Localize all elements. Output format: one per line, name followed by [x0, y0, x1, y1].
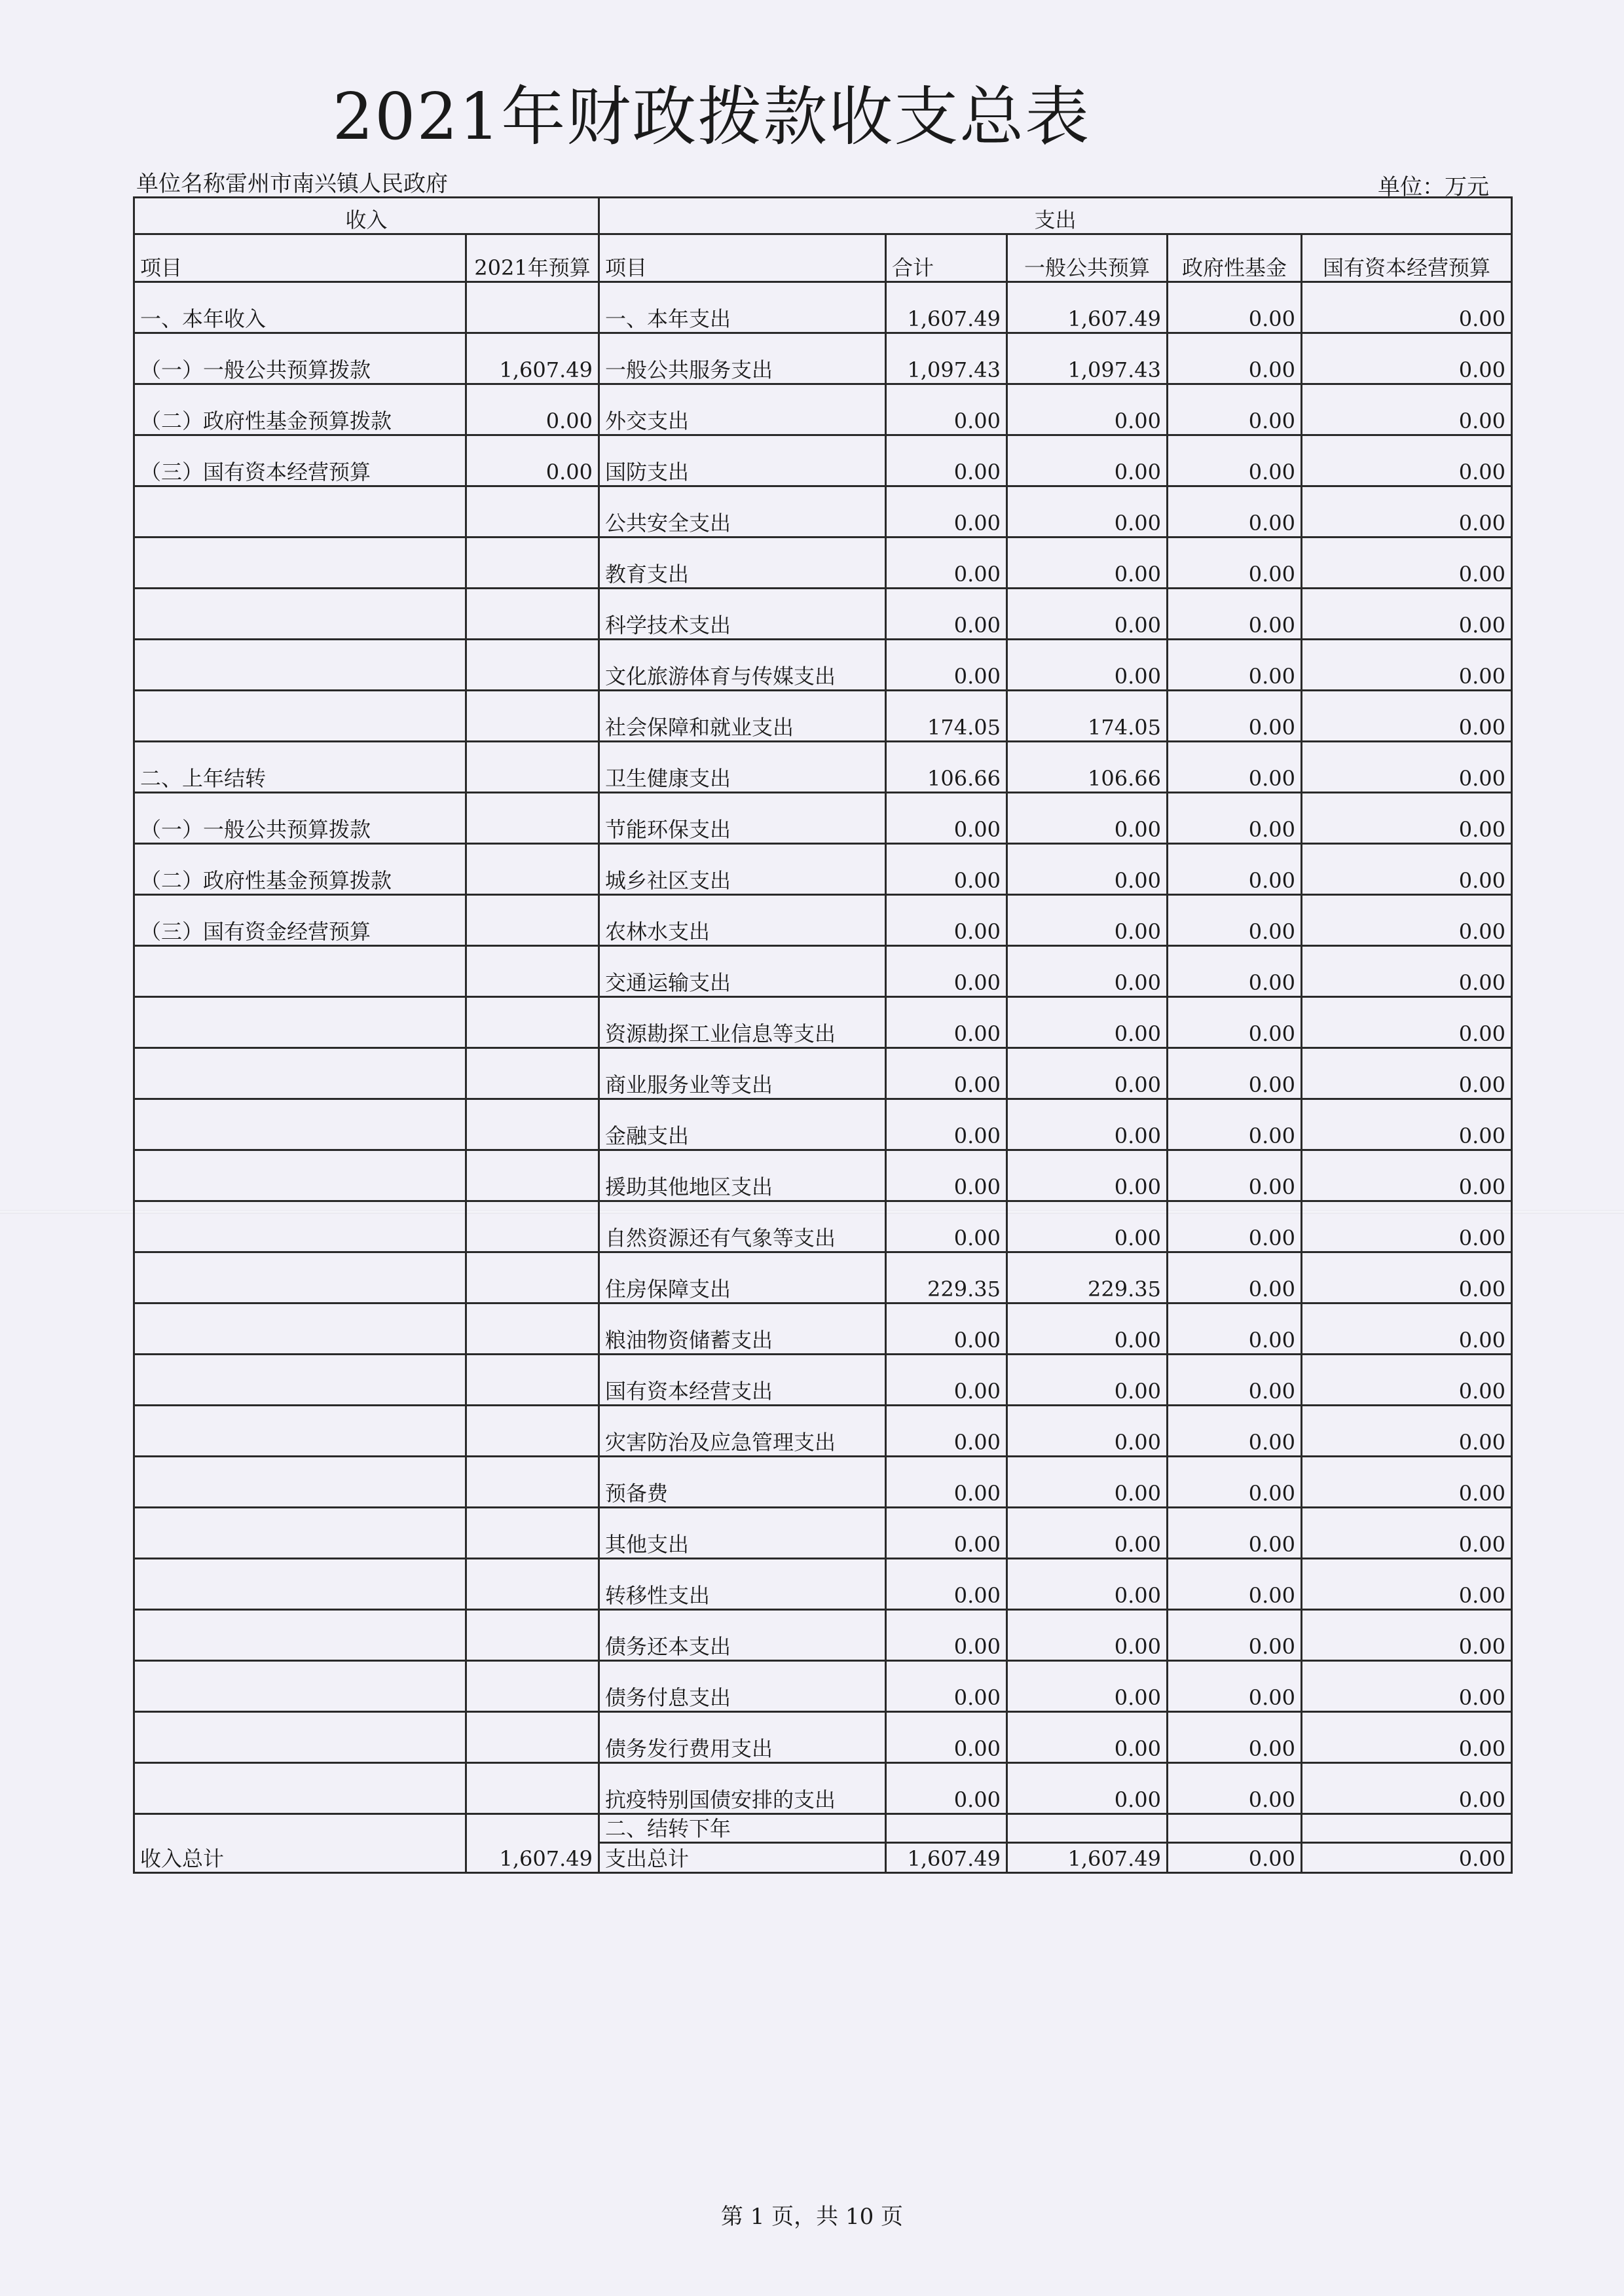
expense-state-cell: 0.00: [1302, 1661, 1512, 1712]
expense-item-cell: 农林水支出: [599, 895, 886, 946]
income-budget-cell: [466, 1099, 599, 1150]
expense-total-cell: 0.00: [886, 589, 1007, 640]
income-item-cell: [134, 1508, 466, 1559]
expense-fund-cell: 0.00: [1168, 997, 1302, 1048]
expense-total-cell: 0.00: [886, 1559, 1007, 1610]
carry-forward-state-cell: [1302, 1814, 1512, 1843]
col-header-expense-item: 项目: [599, 234, 886, 282]
col-header-general: 一般公共预算: [1007, 234, 1168, 282]
income-item-cell: [134, 640, 466, 691]
expense-general-cell: 0.00: [1007, 1201, 1168, 1252]
expense-total-cell: 229.35: [886, 1252, 1007, 1303]
expense-fund-cell: 0.00: [1168, 333, 1302, 384]
expense-fund-cell: 0.00: [1168, 895, 1302, 946]
expense-state-total: 0.00: [1302, 1843, 1512, 1873]
expense-state-cell: 0.00: [1302, 1457, 1512, 1508]
table-row: [134, 742, 1512, 793]
col-header-state: 国有资本经营预算: [1302, 234, 1512, 282]
expense-fund-cell: 0.00: [1168, 1048, 1302, 1099]
table-row: [134, 384, 1512, 435]
income-budget-cell: [466, 589, 599, 640]
table-row: [134, 282, 1512, 333]
carry-forward-total-cell: [886, 1814, 1007, 1843]
table-row: [134, 1559, 1512, 1610]
expense-fund-cell: 0.00: [1168, 435, 1302, 486]
expense-total-cell: 0.00: [886, 1303, 1007, 1355]
carry-forward-income-budget-cell: [466, 1814, 599, 1843]
table-row: [134, 640, 1512, 691]
expense-item-cell: 一般公共服务支出: [599, 333, 886, 384]
income-budget-cell: [466, 691, 599, 742]
income-item-cell: [134, 1048, 466, 1099]
expense-fund-cell: 0.00: [1168, 1457, 1302, 1508]
expense-state-cell: 0.00: [1302, 282, 1512, 333]
income-budget-cell: [466, 1610, 599, 1661]
expense-general-cell: 0.00: [1007, 1610, 1168, 1661]
expense-fund-cell: 0.00: [1168, 691, 1302, 742]
expense-general-cell: 0.00: [1007, 1150, 1168, 1201]
income-budget-cell: 1,607.49: [466, 333, 599, 384]
table-row: [134, 1712, 1512, 1763]
expense-total-cell: 0.00: [886, 1355, 1007, 1406]
expense-fund-cell: 0.00: [1168, 589, 1302, 640]
expense-general-cell: 0.00: [1007, 1457, 1168, 1508]
table-row: [134, 895, 1512, 946]
expense-state-cell: 0.00: [1302, 1048, 1512, 1099]
income-budget-cell: [466, 1457, 599, 1508]
expense-general-cell: 0.00: [1007, 486, 1168, 538]
expense-total-cell: 0.00: [886, 946, 1007, 997]
unit-label: 单位：万元: [1378, 174, 1489, 200]
expense-total-cell: 0.00: [886, 1457, 1007, 1508]
expense-state-cell: 0.00: [1302, 1763, 1512, 1814]
expense-item-cell: 科学技术支出: [599, 589, 886, 640]
income-item-cell: [134, 1559, 466, 1610]
expense-state-cell: 0.00: [1302, 1610, 1512, 1661]
expense-item-cell: 债务发行费用支出: [599, 1712, 886, 1763]
table-row: [134, 1457, 1512, 1508]
table-row: [134, 1099, 1512, 1150]
expense-general-cell: 0.00: [1007, 1355, 1168, 1406]
income-budget-cell: [466, 282, 599, 333]
unit-name: 单位名称雷州市南兴镇人民政府: [136, 171, 448, 197]
table-row: [134, 1661, 1512, 1712]
table-row: [134, 1508, 1512, 1559]
expense-fund-cell: 0.00: [1168, 486, 1302, 538]
budget-table: [133, 196, 1513, 1874]
expense-state-cell: 0.00: [1302, 1712, 1512, 1763]
expense-general-cell: 0.00: [1007, 435, 1168, 486]
expense-section-header: 支出: [599, 198, 1512, 234]
expense-fund-cell: 0.00: [1168, 844, 1302, 895]
expense-general-cell: 0.00: [1007, 589, 1168, 640]
carry-forward-general-cell: [1007, 1814, 1168, 1843]
income-budget-cell: [466, 844, 599, 895]
expense-total-cell: 0.00: [886, 435, 1007, 486]
expense-grand-total: 1,607.49: [886, 1843, 1007, 1873]
page-title: 2021年财政拨款收支总表: [332, 80, 1091, 155]
expense-state-cell: 0.00: [1302, 691, 1512, 742]
expense-state-cell: 0.00: [1302, 793, 1512, 844]
expense-item-cell: 资源勘探工业信息等支出: [599, 997, 886, 1048]
expense-total-cell: 106.66: [886, 742, 1007, 793]
income-budget-cell: [466, 997, 599, 1048]
expense-general-cell: 0.00: [1007, 384, 1168, 435]
expense-general-cell: 1,097.43: [1007, 333, 1168, 384]
income-item-cell: [134, 1457, 466, 1508]
expense-fund-cell: 0.00: [1168, 1712, 1302, 1763]
income-budget-cell: [466, 1712, 599, 1763]
income-total-value: 1,607.49: [466, 1843, 599, 1873]
expense-general-cell: 0.00: [1007, 1712, 1168, 1763]
table-row: [134, 844, 1512, 895]
income-budget-cell: [466, 486, 599, 538]
expense-item-cell: 文化旅游体育与传媒支出: [599, 640, 886, 691]
expense-fund-cell: 0.00: [1168, 793, 1302, 844]
header-row-columns: [134, 234, 1512, 282]
expense-item-cell: 社会保障和就业支出: [599, 691, 886, 742]
income-budget-cell: [466, 1150, 599, 1201]
expense-state-cell: 0.00: [1302, 384, 1512, 435]
income-budget-cell: [466, 946, 599, 997]
income-budget-cell: [466, 742, 599, 793]
table-row: [134, 997, 1512, 1048]
expense-total-cell: 0.00: [886, 1763, 1007, 1814]
expense-general-cell: 0.00: [1007, 844, 1168, 895]
expense-total-cell: 1,607.49: [886, 282, 1007, 333]
income-budget-cell: [466, 1355, 599, 1406]
expense-state-cell: 0.00: [1302, 1150, 1512, 1201]
expense-state-cell: 0.00: [1302, 435, 1512, 486]
income-budget-cell: [466, 640, 599, 691]
expense-state-cell: 0.00: [1302, 895, 1512, 946]
expense-item-cell: 住房保障支出: [599, 1252, 886, 1303]
expense-total-cell: 0.00: [886, 844, 1007, 895]
table-row: [134, 1150, 1512, 1201]
expense-state-cell: 0.00: [1302, 1252, 1512, 1303]
header-row-sections: [134, 198, 1512, 234]
income-item-cell: （三）国有资本经营预算: [134, 435, 466, 486]
expense-fund-total: 0.00: [1168, 1843, 1302, 1873]
expense-state-cell: 0.00: [1302, 1406, 1512, 1457]
income-item-cell: [134, 1099, 466, 1150]
expense-total-cell: 0.00: [886, 1150, 1007, 1201]
expense-item-cell: 其他支出: [599, 1508, 886, 1559]
income-budget-cell: [466, 895, 599, 946]
expense-total-cell: 0.00: [886, 1201, 1007, 1252]
expense-total-cell: 0.00: [886, 1661, 1007, 1712]
table-row: [134, 589, 1512, 640]
income-item-cell: [134, 946, 466, 997]
income-item-cell: （一）一般公共预算拨款: [134, 333, 466, 384]
expense-total-cell: 0.00: [886, 640, 1007, 691]
expense-total-cell: 0.00: [886, 793, 1007, 844]
income-item-cell: [134, 1201, 466, 1252]
expense-general-cell: 0.00: [1007, 1661, 1168, 1712]
expense-total-cell: 0.00: [886, 1508, 1007, 1559]
expense-general-cell: 229.35: [1007, 1252, 1168, 1303]
expense-item-cell: 债务付息支出: [599, 1661, 886, 1712]
expense-fund-cell: 0.00: [1168, 1406, 1302, 1457]
expense-fund-cell: 0.00: [1168, 1559, 1302, 1610]
expense-item-cell: 节能环保支出: [599, 793, 886, 844]
table-row: [134, 435, 1512, 486]
expense-fund-cell: 0.00: [1168, 1661, 1302, 1712]
expense-state-cell: 0.00: [1302, 1355, 1512, 1406]
expense-general-cell: 0.00: [1007, 640, 1168, 691]
income-item-cell: 二、上年结转: [134, 742, 466, 793]
expense-general-cell: 0.00: [1007, 1508, 1168, 1559]
expense-state-cell: 0.00: [1302, 844, 1512, 895]
income-budget-cell: [466, 1763, 599, 1814]
income-item-cell: [134, 691, 466, 742]
income-item-cell: [134, 538, 466, 589]
expense-fund-cell: 0.00: [1168, 1355, 1302, 1406]
expense-general-cell: 0.00: [1007, 895, 1168, 946]
expense-item-cell: 粮油物资储蓄支出: [599, 1303, 886, 1355]
expense-state-cell: 0.00: [1302, 1559, 1512, 1610]
expense-state-cell: 0.00: [1302, 486, 1512, 538]
expense-state-cell: 0.00: [1302, 742, 1512, 793]
expense-item-cell: 交通运输支出: [599, 946, 886, 997]
income-budget-cell: [466, 1406, 599, 1457]
income-item-cell: [134, 1252, 466, 1303]
table-row: [134, 1201, 1512, 1252]
table-row: [134, 1406, 1512, 1457]
expense-item-cell: 城乡社区支出: [599, 844, 886, 895]
expense-fund-cell: 0.00: [1168, 1099, 1302, 1150]
expense-general-total: 1,607.49: [1007, 1843, 1168, 1873]
page-number: 第 1 页，共 10 页: [720, 2204, 904, 2230]
expense-state-cell: 0.00: [1302, 946, 1512, 997]
expense-state-cell: 0.00: [1302, 640, 1512, 691]
expense-general-cell: 0.00: [1007, 793, 1168, 844]
table-row: [134, 1355, 1512, 1406]
expense-total-cell: 0.00: [886, 895, 1007, 946]
expense-state-cell: 0.00: [1302, 997, 1512, 1048]
income-item-cell: （二）政府性基金预算拨款: [134, 844, 466, 895]
income-item-cell: [134, 1303, 466, 1355]
expense-total-cell: 174.05: [886, 691, 1007, 742]
income-item-cell: [134, 589, 466, 640]
expense-total-cell: 0.00: [886, 1048, 1007, 1099]
income-budget-cell: [466, 793, 599, 844]
expense-item-cell: 债务还本支出: [599, 1610, 886, 1661]
expense-general-cell: 1,607.49: [1007, 282, 1168, 333]
income-item-cell: （二）政府性基金预算拨款: [134, 384, 466, 435]
expense-general-cell: 174.05: [1007, 691, 1168, 742]
table-row: [134, 333, 1512, 384]
table-row: [134, 1252, 1512, 1303]
income-budget-cell: [466, 1048, 599, 1099]
income-budget-cell: [466, 1201, 599, 1252]
income-total-label: 收入总计: [134, 1843, 466, 1873]
expense-general-cell: 0.00: [1007, 997, 1168, 1048]
income-item-cell: [134, 1712, 466, 1763]
expense-total-cell: 0.00: [886, 1610, 1007, 1661]
expense-general-cell: 0.00: [1007, 946, 1168, 997]
expense-total-cell: 0.00: [886, 1406, 1007, 1457]
expense-total-cell: 0.00: [886, 1099, 1007, 1150]
expense-total-label: 支出总计: [599, 1843, 886, 1873]
expense-fund-cell: 0.00: [1168, 742, 1302, 793]
carry-forward-fund-cell: [1168, 1814, 1302, 1843]
expense-fund-cell: 0.00: [1168, 282, 1302, 333]
expense-item-cell: 自然资源还有气象等支出: [599, 1201, 886, 1252]
income-budget-cell: [466, 1661, 599, 1712]
expense-fund-cell: 0.00: [1168, 1252, 1302, 1303]
expense-fund-cell: 0.00: [1168, 384, 1302, 435]
income-budget-cell: [466, 1303, 599, 1355]
expense-item-cell: 国有资本经营支出: [599, 1355, 886, 1406]
expense-fund-cell: 0.00: [1168, 640, 1302, 691]
expense-general-cell: 106.66: [1007, 742, 1168, 793]
expense-item-cell: 抗疫特别国债安排的支出: [599, 1763, 886, 1814]
table-row: [134, 946, 1512, 997]
expense-fund-cell: 0.00: [1168, 1150, 1302, 1201]
expense-item-cell: 外交支出: [599, 384, 886, 435]
expense-item-cell: 卫生健康支出: [599, 742, 886, 793]
table-row: [134, 486, 1512, 538]
expense-item-cell: 国防支出: [599, 435, 886, 486]
totals-row: [134, 1843, 1512, 1873]
income-item-cell: [134, 1406, 466, 1457]
expense-total-cell: 0.00: [886, 997, 1007, 1048]
income-budget-cell: [466, 1252, 599, 1303]
col-header-total: 合计: [886, 234, 1007, 282]
table-body: [134, 198, 1512, 1873]
expense-total-cell: 0.00: [886, 486, 1007, 538]
col-header-income-item: 项目: [134, 234, 466, 282]
expense-total-cell: 0.00: [886, 1712, 1007, 1763]
expense-general-cell: 0.00: [1007, 1559, 1168, 1610]
expense-state-cell: 0.00: [1302, 1201, 1512, 1252]
income-budget-cell: 0.00: [466, 435, 599, 486]
expense-fund-cell: 0.00: [1168, 1508, 1302, 1559]
expense-general-cell: 0.00: [1007, 1048, 1168, 1099]
income-budget-cell: [466, 538, 599, 589]
table-row: [134, 691, 1512, 742]
income-item-cell: [134, 997, 466, 1048]
income-budget-cell: [466, 1508, 599, 1559]
expense-total-cell: 0.00: [886, 538, 1007, 589]
expense-total-cell: 1,097.43: [886, 333, 1007, 384]
expense-fund-cell: 0.00: [1168, 1201, 1302, 1252]
income-item-cell: 一、本年收入: [134, 282, 466, 333]
expense-fund-cell: 0.00: [1168, 1303, 1302, 1355]
income-item-cell: （三）国有资金经营预算: [134, 895, 466, 946]
expense-item-cell: 灾害防治及应急管理支出: [599, 1406, 886, 1457]
income-item-cell: [134, 1610, 466, 1661]
expense-general-cell: 0.00: [1007, 1099, 1168, 1150]
expense-state-cell: 0.00: [1302, 1099, 1512, 1150]
expense-general-cell: 0.00: [1007, 1303, 1168, 1355]
income-item-cell: [134, 1661, 466, 1712]
expense-fund-cell: 0.00: [1168, 1610, 1302, 1661]
col-header-fund: 政府性基金: [1168, 234, 1302, 282]
expense-fund-cell: 0.00: [1168, 538, 1302, 589]
income-section-header: 收入: [134, 198, 599, 234]
table-row: [134, 793, 1512, 844]
col-header-budget: 2021年预算: [466, 234, 599, 282]
expense-state-cell: 0.00: [1302, 589, 1512, 640]
income-item-cell: [134, 1355, 466, 1406]
expense-general-cell: 0.00: [1007, 1763, 1168, 1814]
carry-forward-label: 二、结转下年: [599, 1814, 886, 1843]
carry-forward-income-item-cell: [134, 1814, 466, 1843]
expense-item-cell: 公共安全支出: [599, 486, 886, 538]
carry-forward-row: [134, 1814, 1512, 1843]
expense-state-cell: 0.00: [1302, 333, 1512, 384]
income-item-cell: [134, 1150, 466, 1201]
expense-general-cell: 0.00: [1007, 538, 1168, 589]
expense-state-cell: 0.00: [1302, 1508, 1512, 1559]
table-row: [134, 538, 1512, 589]
expense-item-cell: 援助其他地区支出: [599, 1150, 886, 1201]
expense-fund-cell: 0.00: [1168, 946, 1302, 997]
table-row: [134, 1048, 1512, 1099]
expense-item-cell: 教育支出: [599, 538, 886, 589]
table-row: [134, 1610, 1512, 1661]
income-item-cell: （一）一般公共预算拨款: [134, 793, 466, 844]
table-row: [134, 1763, 1512, 1814]
table-row: [134, 1303, 1512, 1355]
expense-item-cell: 一、本年支出: [599, 282, 886, 333]
expense-item-cell: 金融支出: [599, 1099, 886, 1150]
income-budget-cell: 0.00: [466, 384, 599, 435]
expense-item-cell: 预备费: [599, 1457, 886, 1508]
income-item-cell: [134, 1763, 466, 1814]
income-item-cell: [134, 486, 466, 538]
expense-state-cell: 0.00: [1302, 538, 1512, 589]
expense-item-cell: 转移性支出: [599, 1559, 886, 1610]
expense-item-cell: 商业服务业等支出: [599, 1048, 886, 1099]
expense-fund-cell: 0.00: [1168, 1763, 1302, 1814]
income-budget-cell: [466, 1559, 599, 1610]
expense-general-cell: 0.00: [1007, 1406, 1168, 1457]
expense-total-cell: 0.00: [886, 384, 1007, 435]
expense-state-cell: 0.00: [1302, 1303, 1512, 1355]
